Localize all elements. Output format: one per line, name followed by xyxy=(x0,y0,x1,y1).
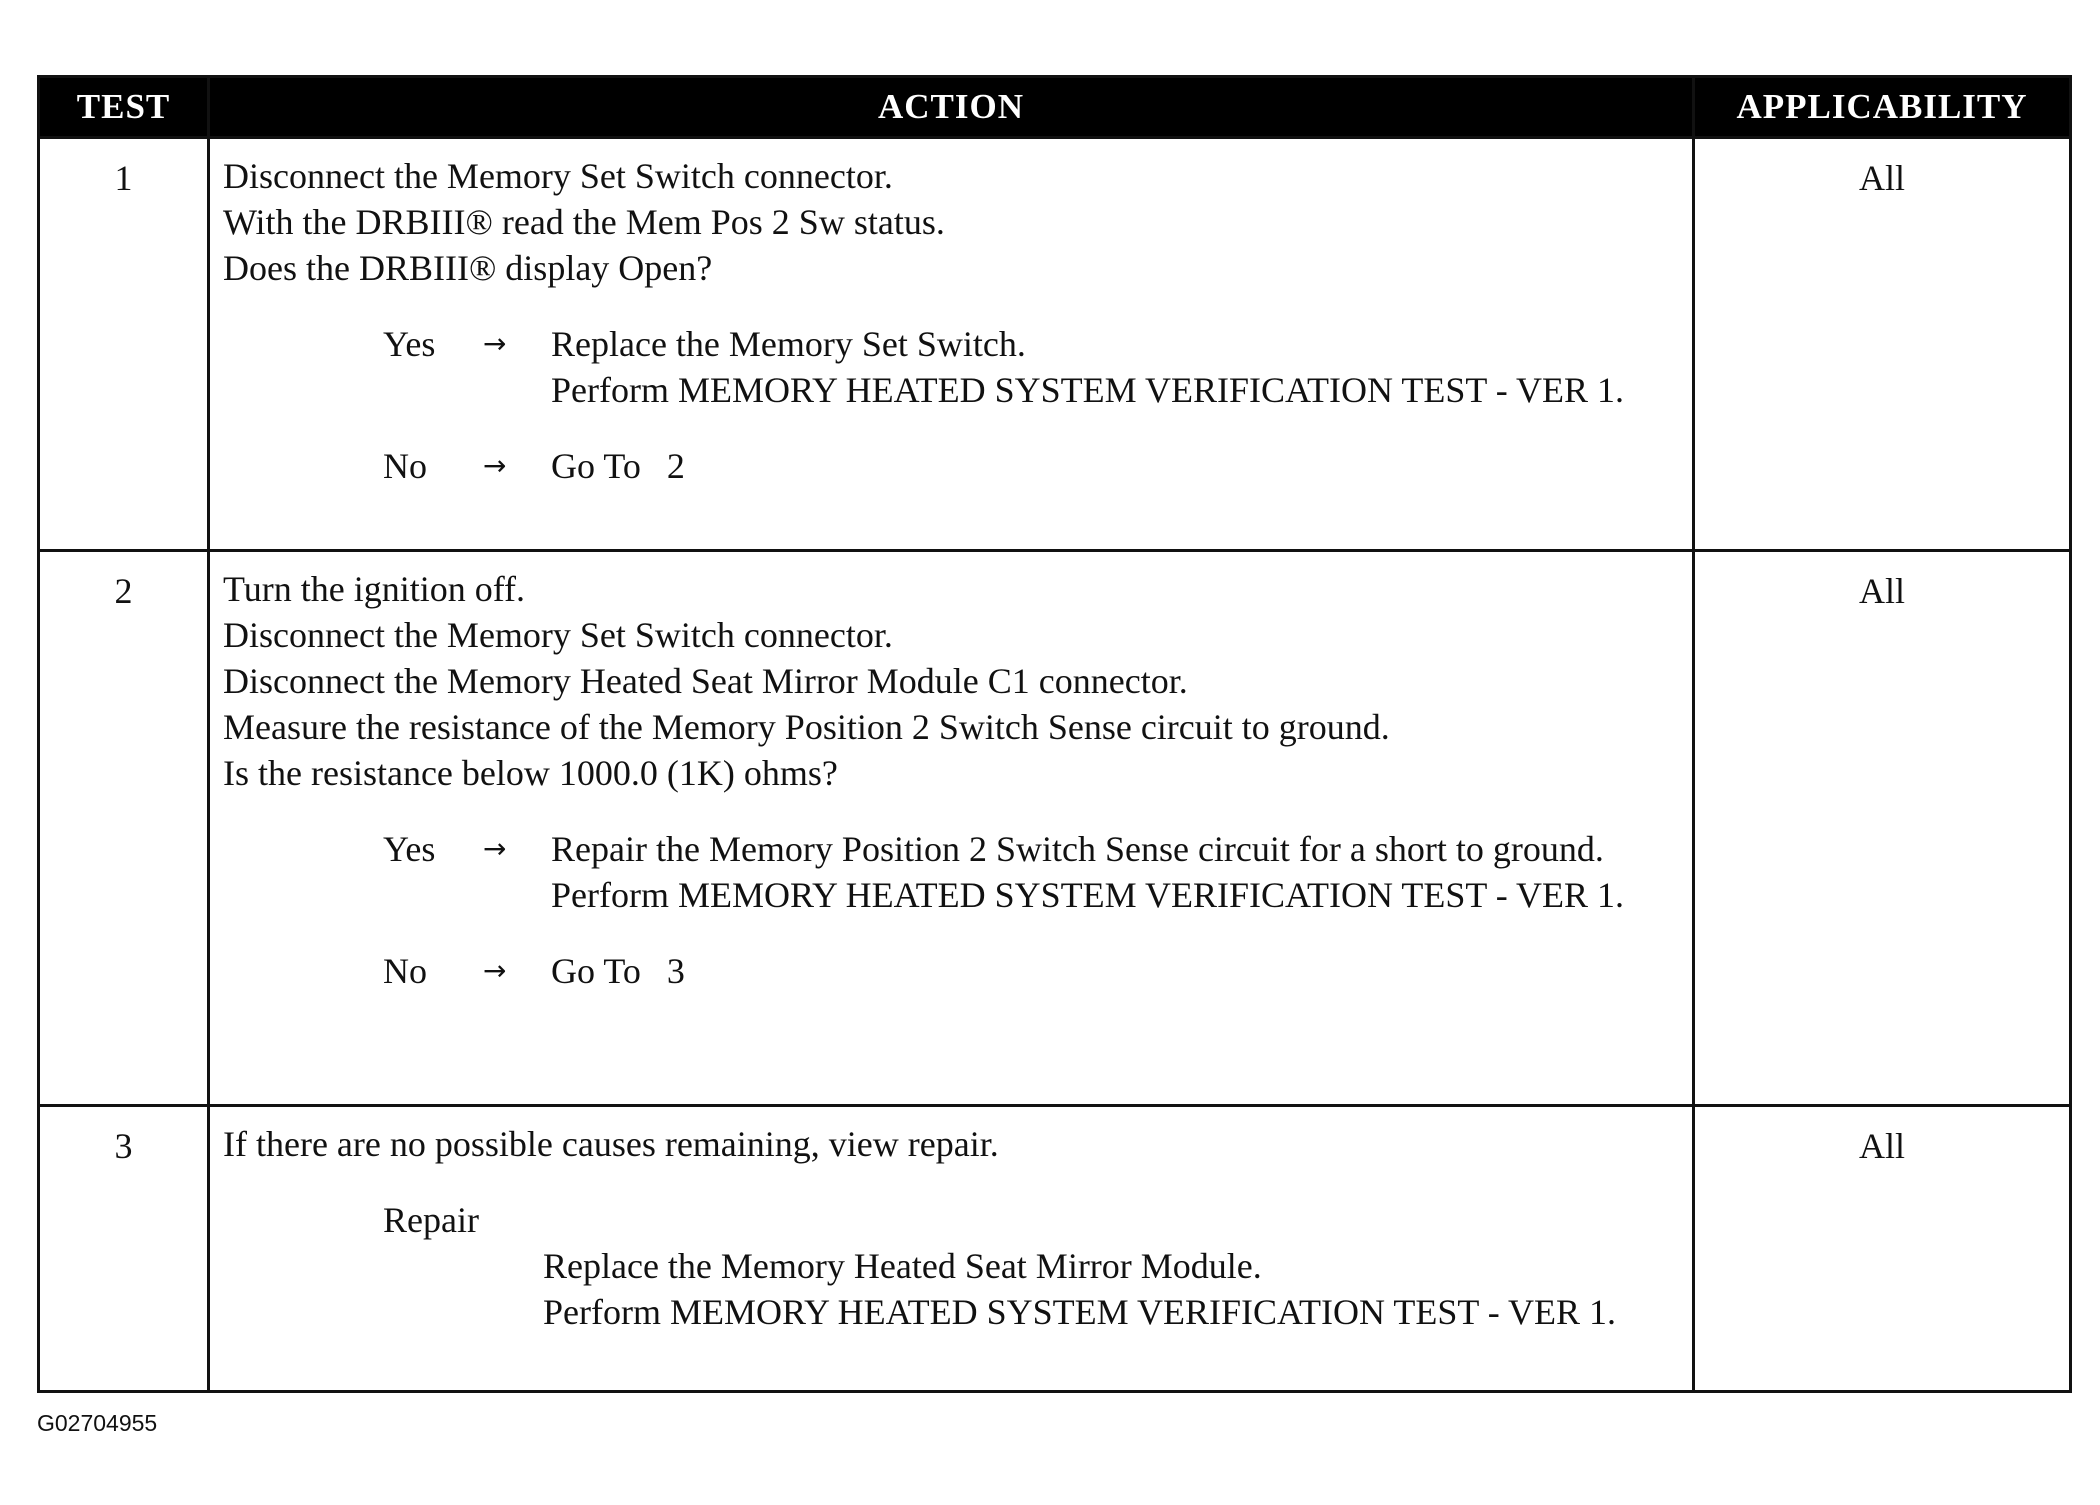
right-arrow-icon: → xyxy=(483,954,507,987)
no-outcome xyxy=(223,948,1682,994)
yes-label: Yes xyxy=(383,829,436,869)
test-procedure-table xyxy=(37,75,2072,1393)
action-step: Is the resistance below 1000.0 (1K) ohms? xyxy=(223,753,838,793)
no-label: No xyxy=(383,951,427,991)
test-number: 2 xyxy=(39,551,209,1106)
yes-action-line: Perform MEMORY HEATED SYSTEM VERIFICATION TEST - VER 1. xyxy=(551,875,1625,915)
repair-action-line: Replace the Memory Heated Seat Mirror Module. xyxy=(543,1246,1262,1286)
applicability-value: All xyxy=(1694,551,2071,1106)
applicability-value: All xyxy=(1694,138,2071,551)
yes-outcome xyxy=(223,321,1682,413)
goto-label: Go To xyxy=(551,951,641,991)
yes-action-line: Replace the Memory Set Switch. xyxy=(551,324,1026,364)
action-step: Disconnect the Memory Set Switch connector. xyxy=(223,156,893,196)
yes-action-line: Perform MEMORY HEATED SYSTEM VERIFICATION TEST - VER 1. xyxy=(551,370,1625,410)
repair-label: Repair xyxy=(383,1200,479,1240)
test-number: 1 xyxy=(39,138,209,551)
action-step: Disconnect the Memory Heated Seat Mirror Module C1 connector. xyxy=(223,661,1188,701)
goto-target: 3 xyxy=(666,951,685,991)
action-cell xyxy=(209,551,1694,1106)
action-step: If there are no possible causes remaining, view repair. xyxy=(223,1124,999,1164)
action-step: Turn the ignition off. xyxy=(223,569,526,609)
no-label: No xyxy=(383,446,427,486)
action-cell xyxy=(209,138,1694,551)
action-step: Measure the resistance of the Memory Position 2 Switch Sense circuit to ground. xyxy=(223,707,1390,747)
yes-outcome xyxy=(223,826,1682,918)
table-row xyxy=(39,551,2071,1106)
table-header-row xyxy=(39,77,2071,138)
header-applicability: APPLICABILITY xyxy=(1694,77,2071,138)
right-arrow-icon: → xyxy=(483,449,507,482)
yes-action-line: Repair the Memory Position 2 Switch Sense circuit for a short to ground. xyxy=(551,829,1604,869)
action-step: Does the DRBIII® display Open? xyxy=(223,248,713,288)
repair-action-line: Perform MEMORY HEATED SYSTEM VERIFICATION TEST - VER 1. xyxy=(543,1292,1617,1332)
header-test: TEST xyxy=(39,77,209,138)
header-action: ACTION xyxy=(209,77,1694,138)
yes-label: Yes xyxy=(383,324,436,364)
right-arrow-icon: → xyxy=(483,832,507,865)
action-step: With the DRBIII® read the Mem Pos 2 Sw status. xyxy=(223,202,945,242)
action-step: Disconnect the Memory Set Switch connector. xyxy=(223,615,893,655)
goto-label: Go To xyxy=(551,446,641,486)
no-outcome xyxy=(223,443,1682,489)
right-arrow-icon: → xyxy=(483,327,507,360)
table-row xyxy=(39,138,2071,551)
figure-id: G02704955 xyxy=(37,1410,158,1436)
repair-body xyxy=(543,1243,1682,1335)
applicability-value: All xyxy=(1694,1106,2071,1392)
action-cell xyxy=(209,1106,1694,1392)
test-number: 3 xyxy=(39,1106,209,1392)
goto-target: 2 xyxy=(666,446,685,486)
table-row xyxy=(39,1106,2071,1392)
